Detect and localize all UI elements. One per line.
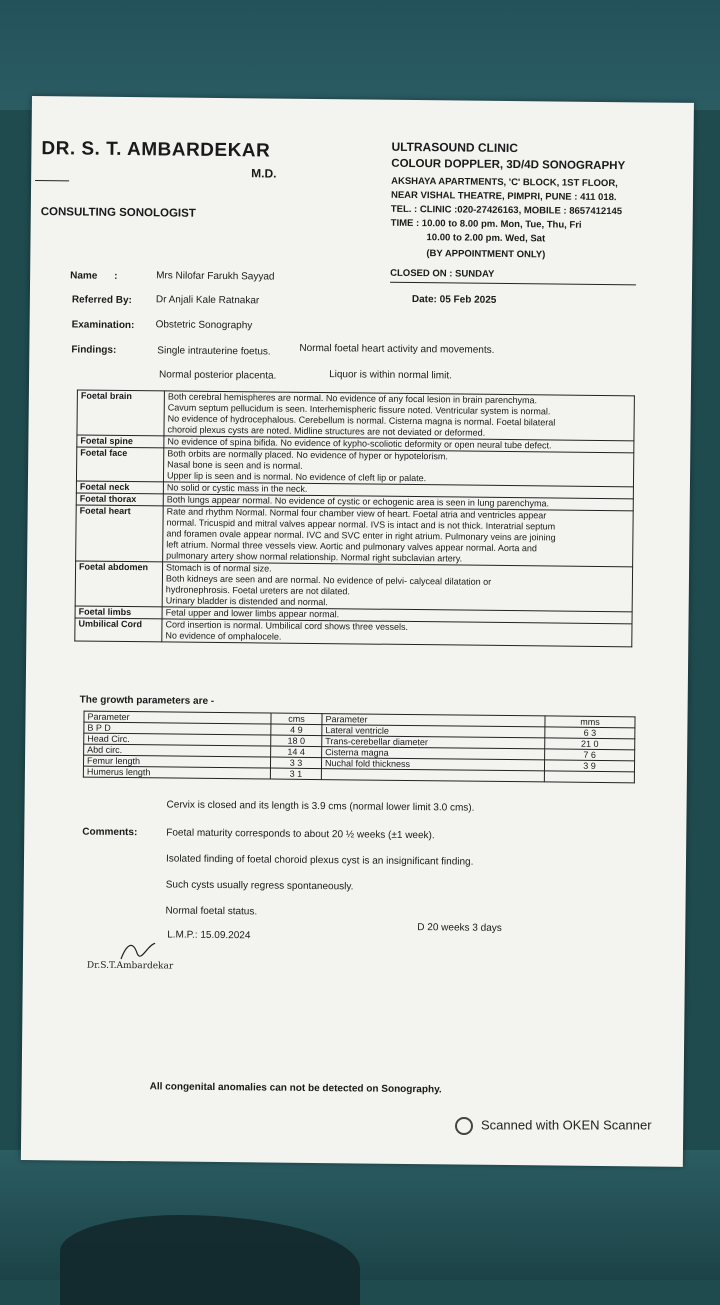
findings-line: pulmonary artery show normal relationship. Normal right subclavian artery. bbox=[166, 550, 463, 564]
finding-4: Liquor is within normal limit. bbox=[329, 369, 452, 382]
findings-line: Urinary bladder is distended and normal. bbox=[165, 595, 328, 608]
growth-value-right: 3 9 bbox=[544, 760, 634, 772]
doctor-degree: M.D. bbox=[251, 166, 277, 181]
growth-value: 3 3 bbox=[270, 757, 321, 769]
findings-line: No evidence of spina bifida. No evidence of kypho-scoliotic deformity or open neural tube defect. bbox=[167, 436, 552, 451]
growth-value: 3 1 bbox=[270, 768, 321, 780]
findings-line: choroid plexus cysts are noted. Midline structures are not deviated or deformed. bbox=[167, 424, 486, 438]
growth-value-right: 21 0 bbox=[545, 738, 635, 750]
growth-param-right: Nuchal fold thickness bbox=[321, 758, 544, 771]
findings-line: Both orbits are normally placed. No evidence of hyper or hypotelorism. bbox=[167, 448, 448, 462]
divider bbox=[35, 180, 69, 181]
disclaimer: All congenital anomalies can not be detected on Sonography. bbox=[149, 1081, 442, 1096]
growth-table bbox=[83, 711, 636, 784]
growth-header-mms: mms bbox=[545, 716, 635, 728]
finding-1: Single intrauterine foetus. bbox=[157, 345, 271, 358]
scanner-watermark bbox=[455, 1117, 652, 1135]
findings-row-text bbox=[162, 619, 632, 647]
findings-row-label: Umbilical Cord bbox=[75, 618, 162, 642]
findings-row-text bbox=[162, 562, 632, 612]
findings-line: Stomach is of normal size. bbox=[166, 562, 272, 574]
findings-row-label: Foetal spine bbox=[77, 435, 164, 448]
comments-label: Comments: bbox=[82, 826, 138, 839]
findings-table bbox=[74, 389, 635, 647]
growth-header-param: Parameter bbox=[84, 711, 271, 724]
doctor-name: DR. S. T. AMBARDEKAR bbox=[41, 138, 271, 162]
closed-day: CLOSED ON : SUNDAY bbox=[390, 267, 495, 280]
name-label: Name bbox=[70, 270, 98, 282]
findings-line: normal. Tricuspid and mitral valves appear normal. IVS is intact and is not thick. Interatrial septum bbox=[166, 517, 556, 532]
findings-row-label: Foetal limbs bbox=[75, 606, 162, 619]
signature-scribble bbox=[119, 939, 159, 963]
findings-row bbox=[75, 561, 632, 612]
clinic-tel: TEL. : CLINIC :020-27426163, MOBILE : 8657412145 bbox=[390, 203, 623, 218]
findings-line: No evidence of omphalocele. bbox=[165, 630, 282, 642]
growth-param-right: Cisterna magna bbox=[322, 747, 545, 760]
growth-value: 18 0 bbox=[271, 735, 322, 747]
growth-param: Humerus length bbox=[83, 766, 270, 779]
findings-line: No solid or cystic mass in the neck. bbox=[166, 482, 308, 494]
clinic-time-1: TIME : 10.00 to 8.00 pm. Mon, Tue, Thu, Fri bbox=[390, 217, 582, 231]
findings-line: Both lungs appear normal. No evidence of cystic or echogenic area is seen in lung parenchyma. bbox=[166, 494, 550, 509]
growth-param: Head Circ. bbox=[84, 733, 271, 746]
signature-name: Dr.S.T.Ambardekar bbox=[86, 960, 174, 972]
findings-row bbox=[75, 618, 632, 647]
gestation-duration: D 20 weeks 3 days bbox=[417, 922, 502, 934]
growth-value-right: 6 3 bbox=[545, 727, 635, 739]
growth-header-param-2: Parameter bbox=[322, 714, 545, 727]
exam-value: Obstetric Sonography bbox=[155, 319, 253, 332]
cervix-note: Cervix is closed and its length is 3.9 cms (normal lower limit 3.0 cms). bbox=[166, 799, 475, 814]
findings-line: Both kidneys are seen and are normal. No evidence of pelvi- calyceal dilatation or bbox=[165, 573, 492, 587]
findings-row-text bbox=[163, 506, 634, 567]
clinic-address-2: NEAR VISHAL THEATRE, PIMPRI, PUNE : 411 018. bbox=[390, 189, 617, 204]
exam-label: Examination: bbox=[71, 319, 135, 332]
growth-value: 4 9 bbox=[271, 724, 322, 736]
scanner-text: Scanned with OKEN Scanner bbox=[481, 1117, 652, 1133]
clinic-name: ULTRASOUND CLINIC bbox=[391, 139, 518, 156]
findings-row-label: Foetal thorax bbox=[76, 493, 163, 506]
growth-value: 14 4 bbox=[271, 746, 322, 758]
name-separator: : bbox=[114, 270, 118, 282]
scanner-logo-icon bbox=[455, 1117, 473, 1135]
findings-line: and foramen ovale appear normal. IVC and SVC enter in right atrium. Pulmonary veins are joining bbox=[166, 528, 556, 543]
doctor-title: CONSULTING SONOLOGIST bbox=[40, 206, 196, 220]
growth-param: B P D bbox=[84, 722, 271, 735]
findings-line: Nasal bone is seen and is normal. bbox=[167, 459, 303, 471]
clinic-address-1: AKSHAYA APARTMENTS, 'C' BLOCK, 1ST FLOOR, bbox=[391, 175, 618, 190]
findings-line: No evidence of hydrocephalous. Cerebellum is normal. Cisterna magna is normal. Foetal bilateral bbox=[167, 413, 556, 428]
appointment-note: (BY APPOINTMENT ONLY) bbox=[426, 248, 546, 261]
findings-line: Cavum septum pellucidum is seen. Interhemispheric fissure noted. Ventricular system is normal. bbox=[167, 402, 551, 417]
findings-line: hydronephrosis. Foetal ureters are not dilated. bbox=[165, 584, 350, 597]
comment-2: Isolated finding of foetal choroid plexus cyst is an insignificant finding. bbox=[165, 853, 474, 868]
findings-line: Fetal upper and lower limbs appear normal. bbox=[165, 607, 340, 620]
findings-row bbox=[76, 447, 633, 487]
findings-row bbox=[76, 505, 634, 567]
background-top bbox=[0, 0, 720, 110]
header-underline bbox=[390, 282, 636, 286]
report-paper bbox=[21, 96, 694, 1167]
growth-param-right: Trans-cerebellar diameter bbox=[322, 736, 545, 749]
findings-line: left atrium. Normal three vessels view. Aortic and pulmonary valves appear normal. Aorta and bbox=[166, 539, 538, 554]
growth-value-right bbox=[544, 771, 634, 783]
comment-4: Normal foetal status. bbox=[165, 905, 258, 918]
comment-3: Such cysts usually regress spontaneously. bbox=[165, 879, 354, 893]
clinic-time-2: 10.00 to 2.00 pm. Wed, Sat bbox=[426, 232, 546, 245]
findings-row-label: Foetal face bbox=[76, 447, 163, 482]
findings-row-text bbox=[163, 448, 633, 487]
clinic-services: COLOUR DOPPLER, 3D/4D SONOGRAPHY bbox=[391, 157, 626, 173]
growth-param-right: Lateral ventricle bbox=[322, 725, 545, 738]
lmp: L.M.P.: 15.09.2024 bbox=[167, 929, 251, 942]
growth-param-right bbox=[321, 769, 544, 782]
report-date: Date: 05 Feb 2025 bbox=[411, 293, 497, 306]
findings-row-label: Foetal brain bbox=[77, 390, 164, 436]
findings-row-label: Foetal abdomen bbox=[75, 561, 162, 607]
growth-param: Abd circ. bbox=[84, 744, 271, 757]
findings-line: Rate and rhythm Normal. Normal four chamber view of heart. Foetal atria and ventricles appear bbox=[166, 506, 547, 521]
growth-value-right: 7 6 bbox=[545, 749, 635, 761]
findings-row-label: Foetal neck bbox=[76, 481, 163, 494]
patient-name: Mrs Nilofar Farukh Sayyad bbox=[156, 270, 275, 283]
growth-header-cms: cms bbox=[271, 713, 322, 725]
comment-1: Foetal maturity corresponds to about 20 ½ weeks (±1 week). bbox=[166, 827, 435, 842]
findings-row-text bbox=[164, 391, 634, 441]
findings-row-label: Foetal heart bbox=[76, 505, 164, 562]
findings-line: Both cerebral hemispheres are normal. No evidence of any focal lesion in brain parenchyma. bbox=[167, 391, 538, 406]
growth-heading: The growth parameters are - bbox=[79, 694, 215, 707]
findings-label: Findings: bbox=[71, 344, 117, 356]
referred-value: Dr Anjali Kale Ratnakar bbox=[155, 294, 260, 307]
findings-line: Cord insertion is normal. Umbilical cord shows three vessels. bbox=[165, 619, 409, 632]
finding-2: Normal foetal heart activity and movements. bbox=[299, 342, 495, 356]
referred-label: Referred By: bbox=[71, 294, 132, 307]
findings-line: Upper lip is seen and is normal. No evidence of cleft lip or palate. bbox=[166, 470, 427, 484]
growth-param: Femur length bbox=[83, 755, 270, 768]
finding-3: Normal posterior placenta. bbox=[159, 369, 277, 382]
findings-row bbox=[77, 390, 634, 441]
